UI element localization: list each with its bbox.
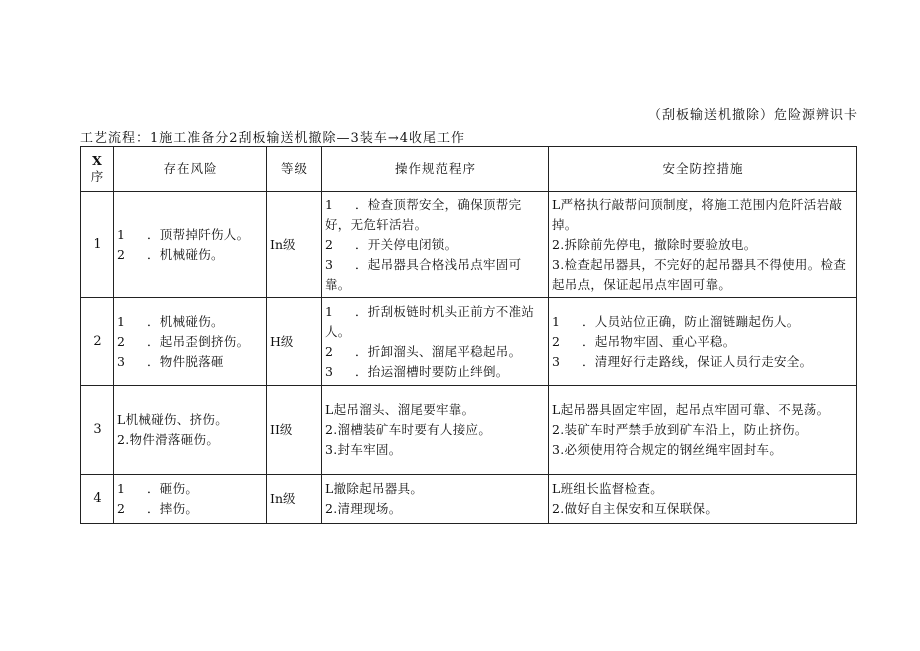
safety-line-text: L班组长监督检查。 [552, 481, 664, 496]
operation-line [325, 499, 546, 519]
operation-line-text: 2.溜槽装矿车时要有人接应。 [325, 422, 492, 437]
operation-line [325, 302, 546, 342]
row-seq: 4 [81, 475, 114, 524]
row-risk [114, 298, 267, 386]
row-risk [114, 192, 267, 298]
risk-line-text: ．机械碰伤。 [147, 313, 224, 329]
risk-line [117, 225, 264, 245]
row-level: H级 [267, 298, 322, 386]
table-row [81, 192, 857, 298]
operation-line-text: ．抬运溜槽时要防止绊倒。 [355, 363, 509, 379]
operation-line-text: L撤除起吊器具。 [325, 481, 424, 496]
table-row [81, 475, 857, 524]
safety-line-text: 2.做好自主保安和互保联保。 [552, 501, 719, 516]
table-body [81, 192, 857, 524]
risk-line-number: 2 [117, 333, 126, 349]
row-risk [114, 475, 267, 524]
risk-line [117, 410, 264, 430]
safety-line [552, 400, 854, 420]
row-safety [549, 192, 857, 298]
safety-line [552, 420, 854, 440]
risk-line-text: ．起吊歪倒挤伤。 [147, 333, 250, 349]
risk-line-text: ．砸伤。 [147, 481, 199, 496]
safety-line-text: L起吊器具固定牢固，起吊点牢固可靠、不晃荡。 [552, 402, 830, 417]
risk-line [117, 430, 264, 450]
operation-line [325, 479, 546, 499]
safety-line-number: 1 [552, 313, 561, 329]
safety-line [552, 312, 854, 332]
risk-line [117, 332, 264, 352]
process-flow: 工艺流程：1施工准备分2刮板输送机撤除—3装车→4收尾工作 [80, 131, 465, 146]
operation-line-number: 2 [325, 343, 334, 359]
risk-line [117, 312, 264, 332]
risk-line-number: 1 [117, 313, 126, 329]
operation-line [325, 342, 546, 362]
row-safety [549, 386, 857, 475]
row-safety [549, 475, 857, 524]
row-level: II级 [267, 386, 322, 475]
header-level: 等级 [267, 147, 322, 192]
risk-line [117, 499, 264, 519]
risk-line-text: ．机械碰伤。 [147, 246, 224, 262]
row-operation [322, 192, 549, 298]
operation-line-text: ．开关停电闭锁。 [355, 236, 458, 252]
operation-line [325, 235, 546, 255]
risk-line-number: 1 [117, 481, 126, 496]
row-operation [322, 386, 549, 475]
risk-line-text: 2.物件滑落砸伤。 [117, 432, 220, 447]
hazard-table [80, 146, 857, 524]
safety-line [552, 195, 854, 235]
risk-line [117, 352, 264, 372]
safety-line-text: ．清理好行走路线，保证人员行走安全。 [582, 353, 813, 369]
operation-line-text: ．折卸溜头、溜尾平稳起吊。 [355, 343, 522, 359]
risk-line-number: 2 [117, 246, 126, 262]
header-seq-top: X [92, 153, 103, 168]
row-seq: 3 [81, 386, 114, 475]
safety-line-text: ．起吊物牢固、重心平稳。 [582, 333, 736, 349]
table-row [81, 298, 857, 386]
row-seq: 2 [81, 298, 114, 386]
safety-line-text: ．人员站位正确，防止溜链蹦起伤人。 [582, 313, 800, 329]
row-operation [322, 298, 549, 386]
risk-line [117, 479, 264, 499]
operation-line [325, 362, 546, 382]
operation-line-text: L起吊溜头、溜尾要牢靠。 [325, 402, 475, 417]
operation-line-text: ．起吊器具合格浅吊点牢固可靠。 [325, 256, 522, 292]
safety-line [552, 352, 854, 372]
operation-line-text: ．折刮板链时机头正前方不准站人。 [325, 303, 535, 339]
operation-line-number: 2 [325, 236, 334, 252]
operation-line-text: 3.封车牢固。 [325, 442, 402, 457]
header-safety: 安全防控措施 [549, 147, 857, 192]
safety-line-text: L严格执行敲帮问顶制度，将施工范围内危阡活岩敲掉。 [552, 196, 843, 232]
header-seq-bottom: 序 [90, 169, 105, 184]
operation-line [325, 440, 546, 460]
safety-line [552, 479, 854, 499]
safety-line-text: 3.必须使用符合规定的钢丝绳牢固封车。 [552, 442, 783, 457]
table-row [81, 386, 857, 475]
risk-line-text: L机械碰伤、挤伤。 [117, 412, 229, 427]
row-risk [114, 386, 267, 475]
safety-line [552, 235, 854, 255]
row-level: In级 [267, 192, 322, 298]
safety-line [552, 332, 854, 352]
row-operation [322, 475, 549, 524]
risk-line-number: 1 [117, 226, 126, 242]
safety-line-number: 3 [552, 353, 561, 369]
operation-line-text: 2.清理现场。 [325, 501, 402, 516]
row-level: In级 [267, 475, 322, 524]
risk-line-text: ．摔伤。 [147, 501, 199, 516]
operation-line [325, 400, 546, 420]
operation-line-number: 3 [325, 363, 334, 379]
operation-line-number: 1 [325, 303, 334, 319]
operation-line-number: 1 [325, 196, 334, 212]
safety-line [552, 499, 854, 519]
operation-line [325, 255, 546, 295]
operation-line [325, 420, 546, 440]
row-safety [549, 298, 857, 386]
operation-line [325, 195, 546, 235]
header-seq [81, 147, 114, 192]
risk-line-text: ．顶帮掉阡伤人。 [147, 226, 250, 242]
risk-line-number: 3 [117, 353, 126, 369]
row-seq: 1 [81, 192, 114, 298]
safety-line-number: 2 [552, 333, 561, 349]
safety-line-text: 2.拆除前先停电，撤除时要验放电。 [552, 236, 757, 252]
risk-line-number: 2 [117, 501, 126, 516]
safety-line-text: 2.装矿车时严禁手放到矿车沿上，防止挤伤。 [552, 422, 808, 437]
risk-line [117, 245, 264, 265]
safety-line [552, 440, 854, 460]
risk-line-text: ．物件脱落砸 [147, 353, 224, 369]
header-risk: 存在风险 [114, 147, 267, 192]
safety-line [552, 255, 854, 295]
safety-line-text: 3.检查起吊器具，不完好的起吊器具不得使用。检查起吊点，保证起吊点牢固可靠。 [552, 256, 847, 292]
operation-line-number: 3 [325, 256, 334, 272]
header-operation: 操作规范程序 [322, 147, 549, 192]
operation-line-text: ．检查顶帮安全，确保顶帮完好，无危轩活岩。 [325, 196, 522, 232]
header-row [81, 147, 857, 192]
card-title: （刮板输送机撤除）危险源辨识卡 [647, 108, 858, 123]
